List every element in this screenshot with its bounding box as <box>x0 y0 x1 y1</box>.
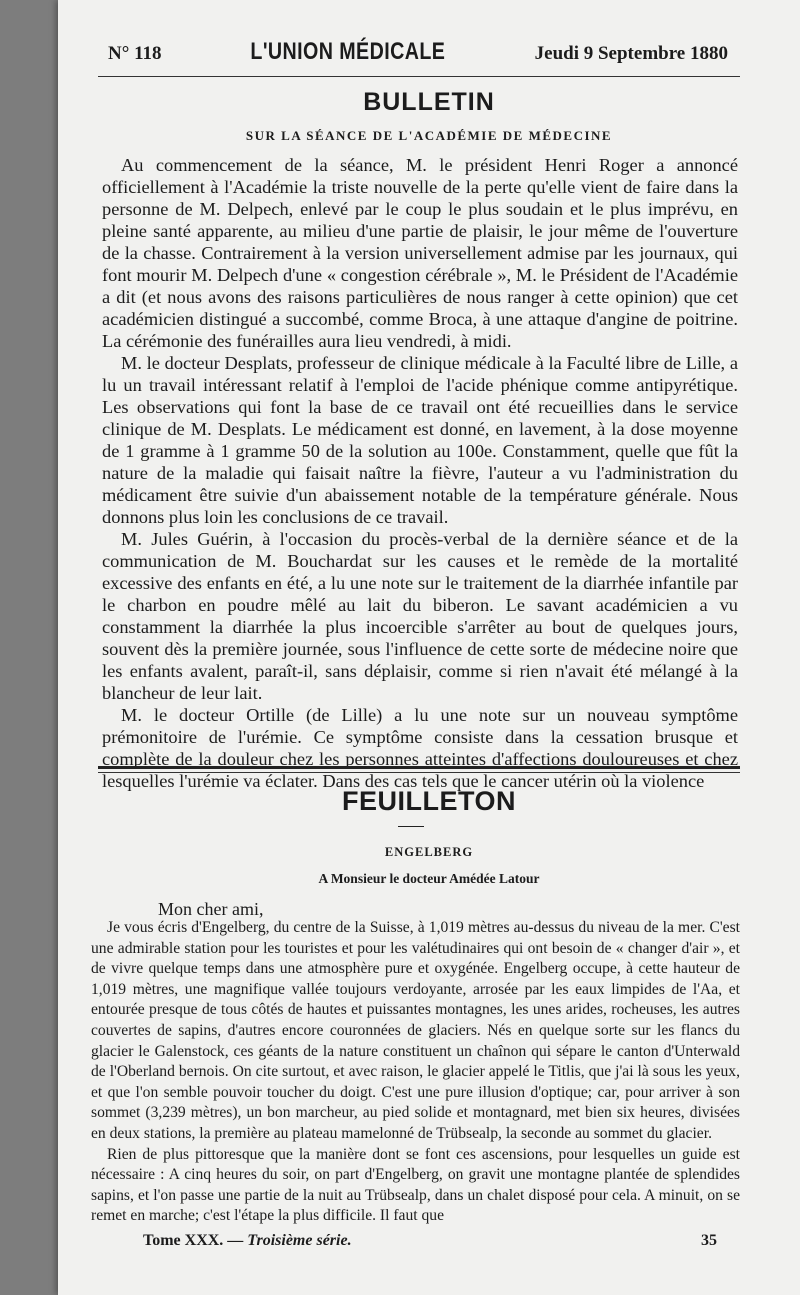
feuilleton-separator <box>98 766 740 769</box>
page-header <box>108 38 728 72</box>
feuilleton-body <box>91 918 740 1227</box>
feuilleton-title: FEUILLETON <box>341 786 516 816</box>
bulletin-body <box>102 154 738 792</box>
salutation: Mon cher ami, <box>158 899 264 919</box>
volume-label: Tome XXX. — <box>143 1232 244 1249</box>
header-rule <box>98 76 740 77</box>
bulletin-paragraph: M. Jules Guérin, à l'occasion du procès-verbal de la dernière séance et de la communication de M. Bouchardat sur les causes et le remède de la mortalité excessive des enfants en été, a lu une note sur le traitement de la diarrhée infantile par le charbon en poudre mêlé au lait du biberon. Le savant académicien a vu constamment la diarrhée la plus incoercible s'arrêter au bout de quelques jours, souvent dès la première journée, sous l'influence de cette sorte de médecine noire que les enfants avalent, paraît-il, sans déplaisir, comme si rien n'avait été mélangé à la blancheur de leur lait. <box>102 529 738 703</box>
feuilleton-subtitle: ENGELBERG <box>384 845 474 859</box>
issue-number: N° 118 <box>108 43 162 64</box>
issue-date: Jeudi 9 Septembre 1880 <box>534 43 728 64</box>
bulletin-paragraph: M. le docteur Desplats, professeur de clinique médicale à la Faculté libre de Lille, a lu un travail intéressant relatif à l'emploi de l'acide phénique comme antipyrétique. Les observations qui font la base de ce travail ont été recueillies dans le service clinique de M. Desplats. Le médicament est donné, en lavement, à la dose moyenne de 1 gramme à 1 gramme 50 de la solution au 100e. Constamment, quelle que fût la nature de la maladie qui faisait naître la fièvre, l'auteur a vu l'administration du médicament être suivie d'un abaissement notable de la température générale. Nous donnons plus loin les conclusions de ce travail. <box>102 353 738 527</box>
series-label: Troisième série. <box>247 1232 352 1249</box>
page-number: 35 <box>701 1232 717 1249</box>
bulletin-title: BULLETIN <box>363 88 495 116</box>
volume-info <box>143 1232 352 1250</box>
bulletin-paragraph: Au commencement de la séance, M. le président Henri Roger a annoncé officiellement à l'Académie la triste nouvelle de la perte qu'elle vient de faire dans la personne de M. Delpech, enlevé par le coup le plus soudain et le plus imprévu, en pleine santé apparente, au milieu d'une partie de plaisir, le jour même de l'ouverture de la chasse. Contrairement à la version universellement admise par les journaux, qui font mourir M. Delpech d'une « congestion cérébrale », M. le Président de l'Académie a dit (et nous avons des raisons particulières de nous ranger à cette opinion) que cet académicien distingué a succombé, comme Broca, à une attaque d'angine de poitrine. La cérémonie des funérailles aura lieu vendredi, à midi. <box>102 155 738 351</box>
dedication: A Monsieur le docteur Amédée Latour <box>318 871 540 886</box>
bulletin-subtitle: SUR LA SÉANCE DE L'ACADÉMIE DE MÉDECINE <box>245 128 613 143</box>
feuilleton-paragraph: Rien de plus pittoresque que la manière dont se font ces ascensions, pour lesquelles un guide est nécessaire : A cinq heures du soir, on part d'Engelberg, on gravit une montagne plantée de splendides sapins, et l'on passe une partie de la nuit au Trübsealp, dans un chalet disposé pour cela. A minuit, on se remet en marche; c'est l'étape la plus difficile. Il faut que <box>91 1145 740 1225</box>
bulletin-paragraph: M. le docteur Ortille (de Lille) a lu une note sur un nouveau symptôme prémonitoire de l'urémie. Ce symptôme consiste dans la cessation brusque et complète de la douleur chez les personnes atteintes d'affections douloureuses et chez lesquelles l'urémie va éclater. Dans des cas tels que le cancer utérin où la violence <box>102 705 738 791</box>
page-footer <box>143 1232 717 1250</box>
title-underline <box>398 826 424 827</box>
feuilleton-paragraph: Je vous écris d'Engelberg, du centre de la Suisse, à 1,019 mètres au-dessus du niveau de la mer. C'est une admirable station pour les touristes et pour les valétudinaires qui ont besoin de « changer d'air », et de vivre quelque temps dans une atmosphère pure et oxygénée. Engelberg occupe, à cette hauteur de 1,019 mètres, une magnifique vallée toujours verdoyante, arrosée par les eaux limpides de l'Aa, et entourée presque de tous côtés de hautes et puissantes montagnes, les unes arides, rocheuses, les autres couvertes de sapins, d'autres encore couronnées de glaciers. Nés en quelque sorte sur les flancs du glacier le Galenstock, ces géants de la nature constituent un chaînon qui sépare le canton d'Unterwald de l'Oberland bernois. On cite surtout, et avec raison, le glacier appelé le Titlis, que j'ai là sous les yeux, et que l'on semble pouvoir toucher du doigt. C'est une pure illusion d'optique; car, pour arriver à son sommet (3,239 mètres), un bon marcheur, au pied solide et montagnard, met bien six heures, divisées en deux stations, la première au plateau mamelonné de Trübsealp, la seconde au sommet du glacier. <box>91 919 740 1142</box>
journal-title: L'UNION MÉDICALE <box>250 38 446 65</box>
journal-page <box>58 0 800 1295</box>
feuilleton-separator-thin <box>98 772 740 773</box>
